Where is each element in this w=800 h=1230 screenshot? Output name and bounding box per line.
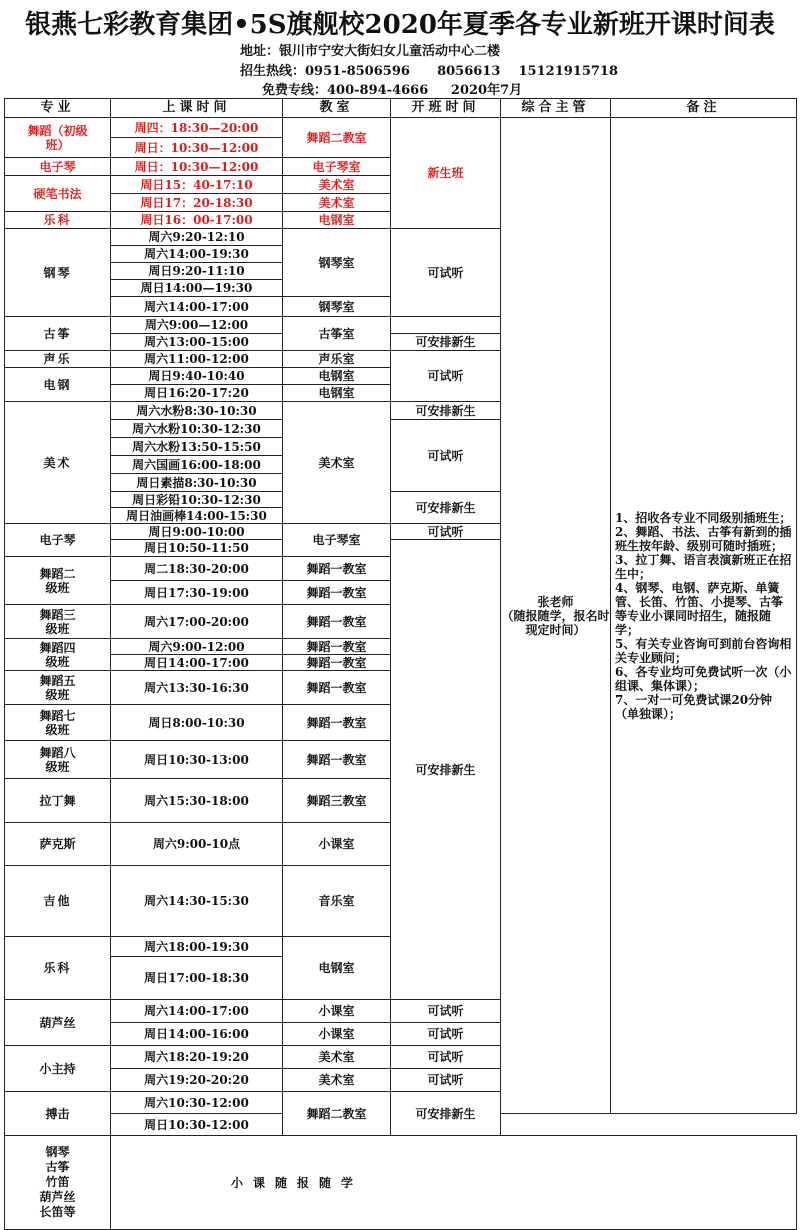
opening-cell: 可试听 — [391, 1000, 501, 1023]
major-sax: 萨克斯 — [5, 823, 111, 866]
manager-cell — [501, 118, 611, 1114]
hotline-3: 15121915718 — [518, 64, 619, 79]
time-cell: 周日14:00-17:00 — [111, 655, 283, 671]
major-vocal: 声乐 — [5, 351, 111, 368]
small-class-note: 小课随报随学 — [111, 1136, 797, 1230]
room-cell: 舞蹈一教室 — [283, 557, 391, 581]
opening-cell: 可试听 — [391, 351, 501, 402]
time-cell: 周日9:20-11:10 — [111, 263, 283, 280]
opening-cell: 可试听 — [391, 1046, 501, 1069]
col-time: 上课时间 — [111, 99, 283, 118]
note-item: 4、钢琴、电钢、萨克斯、单簧管、长笛、竹笛、小提琴、古筝等专业小课同时招生，随报随学； — [615, 580, 784, 637]
list-item: 钢琴 — [45, 1145, 70, 1159]
time-cell: 周六水粉10:30-12:30 — [111, 420, 283, 438]
address-label: 地址： — [240, 44, 280, 59]
col-notes: 备注 — [611, 99, 797, 118]
room-cell: 美术室 — [283, 402, 391, 524]
time-cell: 周六14:00-17:00 — [111, 1000, 283, 1023]
time-cell: 周日16：00-17:00 — [111, 212, 283, 229]
major-guzheng: 古筝 — [5, 317, 111, 351]
time-cell: 周日：10:30—12:00 — [111, 138, 283, 158]
room-cell: 舞蹈一教室 — [283, 639, 391, 655]
opening-cell: 可安排新生 — [391, 402, 501, 420]
room-cell: 钢琴室 — [283, 229, 391, 297]
note-item: 5、有关专业咨询可到前台咨询相关专业顾问； — [615, 636, 792, 665]
room-cell: 电钢室 — [283, 368, 391, 385]
hotline-line — [240, 60, 618, 79]
hotline-1: 0951-8506596 — [305, 64, 410, 79]
room-cell: 电钢室 — [283, 385, 391, 402]
room-cell: 声乐室 — [283, 351, 391, 368]
major-dance-beginner: 舞蹈（初级班） — [5, 118, 111, 158]
free-line — [262, 79, 522, 98]
time-cell: 周日9:00-10:00 — [111, 524, 283, 540]
col-major: 专业 — [5, 99, 111, 118]
free-number: 400-894-4666 — [327, 83, 429, 98]
major-epiano2: 电钢 — [5, 368, 111, 402]
room-cell: 美术室 — [283, 176, 391, 194]
time-cell: 周六9:00-12:00 — [111, 639, 283, 655]
list-item: 长笛等 — [39, 1205, 76, 1219]
major-epiano3: 电子琴 — [5, 524, 111, 557]
page-title: 银燕七彩教育集团•5S旗舰校2020年夏季各专业新班开课时间表 — [25, 10, 775, 40]
time-cell: 周六14:30-15:30 — [111, 866, 283, 937]
opening-cell: 可试听 — [391, 524, 501, 540]
note-item: 3、拉丁舞、语言表演新班正在招生中； — [615, 552, 792, 581]
date: 2020年7月 — [450, 83, 523, 98]
col-room: 教室 — [283, 99, 391, 118]
time-cell: 周六17:00-20:00 — [111, 605, 283, 639]
room-cell: 舞蹈一教室 — [283, 705, 391, 741]
opening-cell: 可试听 — [391, 1069, 501, 1092]
time-cell: 周日彩铅10:30-12:30 — [111, 492, 283, 508]
hotline-2: 8056613 — [437, 64, 501, 79]
major-guitar: 吉他 — [5, 866, 111, 937]
time-cell: 周六19:20-20:20 — [111, 1069, 283, 1092]
time-cell: 周日14:00-16:00 — [111, 1023, 283, 1046]
time-cell: 周六18:00-19:30 — [111, 937, 283, 957]
time-cell: 周日16:20-17:20 — [111, 385, 283, 402]
list-item: 葫芦丝 — [39, 1190, 76, 1204]
note-item: 1、招收各专业不同级别插班生； — [615, 510, 792, 525]
major-dance-4: 舞蹈四级班 — [5, 639, 111, 671]
time-cell: 周日17：20-18:30 — [111, 194, 283, 212]
room-cell: 电子琴室 — [283, 158, 391, 176]
time-cell: 周六13:30-16:30 — [111, 671, 283, 705]
time-cell: 周日素描8:30-10:30 — [111, 474, 283, 492]
opening-cell: 可安排新生 — [391, 492, 501, 524]
room-cell: 舞蹈二教室 — [283, 118, 391, 158]
note-item: 7、一对一可免费试课20分钟（单独课）； — [615, 692, 773, 721]
header-row — [5, 99, 797, 118]
room-cell: 美术室 — [283, 194, 391, 212]
opening-cell — [391, 317, 501, 334]
address-value: 银川市宁安大街妇女儿童活动中心二楼 — [279, 44, 501, 59]
time-cell: 周六水粉8:30-10:30 — [111, 402, 283, 420]
major-calligraphy: 硬笔书法 — [5, 176, 111, 212]
time-cell: 周日9:40-10:40 — [111, 368, 283, 385]
room-cell: 舞蹈一教室 — [283, 741, 391, 779]
room-cell: 钢琴室 — [283, 297, 391, 317]
major-dance-7: 舞蹈七级班 — [5, 705, 111, 741]
time-cell: 周日10:30-12:00 — [111, 1114, 283, 1136]
time-cell: 周六18:20-19:20 — [111, 1046, 283, 1069]
room-cell: 舞蹈一教室 — [283, 671, 391, 705]
major-epiano: 电子琴 — [5, 158, 111, 176]
major-fight: 搏击 — [5, 1092, 111, 1136]
time-cell: 周二18:30-20:00 — [111, 557, 283, 581]
hotline-label: 招生热线： — [240, 64, 306, 79]
time-cell: 周六10:30-12:00 — [111, 1092, 283, 1114]
room-cell: 电钢室 — [283, 937, 391, 1000]
room-cell: 舞蹈一教室 — [283, 581, 391, 605]
room-cell: 舞蹈一教室 — [283, 655, 391, 671]
time-cell: 周六水粉13:50-15:50 — [111, 438, 283, 456]
room-cell: 舞蹈二教室 — [283, 1092, 391, 1136]
time-cell: 周日：10:30—12:00 — [111, 158, 283, 176]
time-cell: 周日油画棒14:00-15:30 — [111, 508, 283, 524]
free-label: 免费专线： — [262, 83, 328, 98]
time-cell: 周四：18:30—20:00 — [111, 118, 283, 138]
major-music-theory-2: 乐科 — [5, 937, 111, 1000]
col-opening: 开班时间 — [391, 99, 501, 118]
room-cell: 小课室 — [283, 1000, 391, 1023]
manager-name: 张老师 — [537, 594, 574, 609]
major-host: 小主持 — [5, 1046, 111, 1092]
list-item: 竹笛 — [45, 1175, 70, 1189]
opening-cell: 可安排新生 — [391, 334, 501, 351]
major-dance-2: 舞蹈二级班 — [5, 557, 111, 605]
note-item: 6、各专业均可免费试听一次（小组课、集体课）； — [615, 664, 792, 693]
opening-cell: 可试听 — [391, 1023, 501, 1046]
time-cell: 周日17:30-19:00 — [111, 581, 283, 605]
opening-cell: 可试听 — [391, 229, 501, 317]
room-cell: 舞蹈一教室 — [283, 605, 391, 639]
major-small-class-list — [5, 1136, 111, 1230]
major-music-theory: 乐科 — [5, 212, 111, 229]
time-cell: 周日10:50-11:50 — [111, 540, 283, 557]
time-cell: 周六14:00-19:30 — [111, 246, 283, 263]
time-cell: 周日15：40-17:10 — [111, 176, 283, 194]
notes-cell — [611, 118, 797, 1114]
note-item: 2、舞蹈、书法、古筝有新到的插班生按年龄、级别可随时插班； — [615, 524, 792, 553]
col-manager: 综合主管 — [501, 99, 611, 118]
manager-note: （随报随学，报名时现定时间） — [501, 608, 610, 637]
opening-cell: 可安排新生 — [391, 1092, 501, 1136]
room-cell: 电子琴室 — [283, 524, 391, 557]
time-cell: 周日8:00-10:30 — [111, 705, 283, 741]
major-dance-8: 舞蹈八级班 — [5, 741, 111, 779]
opening-cell: 可安排新生 — [391, 540, 501, 1000]
room-cell: 小课室 — [283, 823, 391, 866]
room-cell: 电钢室 — [283, 212, 391, 229]
schedule-table — [4, 98, 797, 1230]
room-cell: 美术室 — [283, 1046, 391, 1069]
list-item: 古筝 — [45, 1160, 70, 1174]
room-cell: 古筝室 — [283, 317, 391, 351]
address-line — [240, 40, 500, 59]
time-cell: 周六9:00—12:00 — [111, 317, 283, 334]
time-cell: 周日14:00—19:30 — [111, 280, 283, 297]
time-cell: 周六国画16:00-18:00 — [111, 456, 283, 474]
room-cell: 美术室 — [283, 1069, 391, 1092]
opening-new-class: 新生班 — [391, 118, 501, 229]
time-cell: 周六13:00-15:00 — [111, 334, 283, 351]
time-cell: 周六11:00-12:00 — [111, 351, 283, 368]
major-piano: 钢琴 — [5, 229, 111, 317]
major-hulusi: 葫芦丝 — [5, 1000, 111, 1046]
time-cell: 周日10:30-13:00 — [111, 741, 283, 779]
time-cell: 周六9:00-10点 — [111, 823, 283, 866]
time-cell: 周日17:00-18:30 — [111, 957, 283, 1000]
major-dance-5: 舞蹈五级班 — [5, 671, 111, 705]
opening-cell: 可试听 — [391, 420, 501, 492]
time-cell: 周六15:30-18:00 — [111, 779, 283, 823]
room-cell: 舞蹈三教室 — [283, 779, 391, 823]
time-cell: 周六9:20-12:10 — [111, 229, 283, 246]
major-dance-3: 舞蹈三级班 — [5, 605, 111, 639]
time-cell: 周六14:00-17:00 — [111, 297, 283, 317]
major-art: 美术 — [5, 402, 111, 524]
room-cell: 小课室 — [283, 1023, 391, 1046]
room-cell: 音乐室 — [283, 866, 391, 937]
major-latin: 拉丁舞 — [5, 779, 111, 823]
